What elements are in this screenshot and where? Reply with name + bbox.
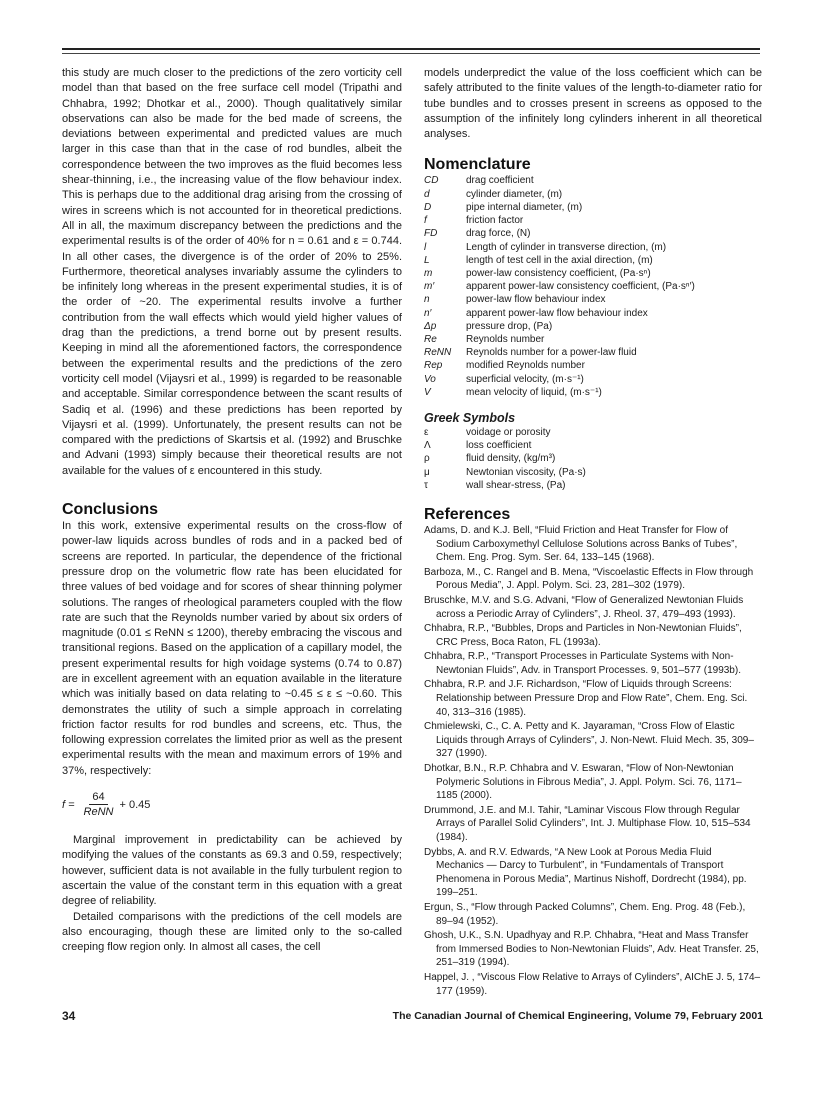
symbol-definition: power-law consistency coefficient, (Pa·sⁿ)	[466, 267, 651, 279]
symbol-definition: wall shear-stress, (Pa)	[466, 479, 566, 491]
symbol-definition: modified Reynolds number	[466, 360, 585, 372]
journal-footer: The Canadian Journal of Chemical Engineering, Volume 79, February 2001	[392, 1010, 763, 1022]
reference-entry: Barboza, M., C. Rangel and B. Mena, “Viscoelastic Effects in Flow through Porous Media”, J. Appl. Polym. Sci. 23, 281–302 (1979).	[424, 566, 754, 592]
symbol-definition: apparent power-law consistency coefficient, (Pa·sⁿ′)	[466, 281, 695, 293]
symbol: ρ	[424, 453, 430, 465]
greek-symbol-row	[424, 466, 762, 479]
symbol: n	[424, 294, 430, 306]
top-rule	[62, 48, 760, 50]
symbol: f	[424, 215, 427, 227]
nomenclature-row	[424, 267, 762, 280]
reference-entry: Bruschke, M.V. and S.G. Advani, “Flow of Generalized Newtonian Fluids across a Periodic Array of Cylinders”, J. Rheol. 37, 479–493 (1993).	[424, 594, 744, 620]
symbol: D	[424, 201, 432, 213]
nomenclature-row	[424, 373, 762, 386]
page-number: 34	[62, 1009, 76, 1023]
left-column	[62, 66, 402, 955]
equation-rhs: + 0.45	[119, 799, 151, 812]
symbol: l	[424, 241, 427, 253]
reference-entry: Chhabra, R.P., “Transport Processes in Particulate Systems with Non-Newtonian Fluids”, Adv. in Transport Processes. 9, 501–577 (1993b).	[424, 651, 741, 676]
reference-entry: Adams, D. and K.J. Bell, “Fluid Friction and Heat Transfer for Flow of Sodium Carboxymethyl Cellulose Solutions across Banks of Tubes”, Chem. Eng. Prog. Sym. Ser. 64, 133–145 (1968).	[424, 524, 738, 564]
nomenclature-row	[424, 307, 762, 320]
reference-entry: Happel, J. , “Viscous Flow Relative to Arrays of Cylinders”, AIChE J. 5, 174–177 (1959).	[424, 971, 761, 997]
symbol-definition: voidage or porosity	[466, 426, 551, 438]
greek-symbol-row	[424, 439, 762, 452]
nomenclature-row	[424, 293, 762, 306]
symbol-definition: pressure drop, (Pa)	[466, 320, 553, 332]
symbol: L	[424, 254, 430, 266]
symbol: Λ	[424, 440, 431, 452]
symbol: n′	[424, 307, 432, 319]
greek-symbols-heading: Greek Symbols	[424, 410, 516, 425]
discussion-paragraph: this study are much closer to the predictions of the zero vorticity cell model than that based on the free surface cell model (Tripathi and Chhabra, 1992; Dhotkar et al., 2000). Though qualitatively similar observations can also be made for the bed made of screens, the deviations between experimental and predicted values are much larger in this case than that in the case of rod bundles, albeit the correspondence between the two improves as the fluid becomes less shear-thinning, i.e., the increasing value of the flow behaviour index. This is perhaps due to the additional drag arising from the crossing of wires in screens which is not accounted for in theoretical predictions. All in all, the maximum discrepancy between the predictions and the experimental results is of the order of 40% for n = 0.61 and ε = 0.744. In all other cases, the divergence is of the order of 20% to 25%. Furthermore, theoretical analyses invariably assume the cylinders to be infinitely long whereas in the present experimental studies, it is of the order of ~20. The experimental results involve a further contribution from the wall effects which would yield higher values of drag than the predictions, a trend borne out by present results. Keeping in mind all the aforementioned factors, the correspondence between the experimental results and the predictions of the zero vorticity cell model (Vijaysri et al., 1999) is regarded to be reasonable and acceptable. Similar correspondence between the scant results of Sadiq et al. (1996) and these predictions has been reported by Vijaysri et al. (1999). Unfortunately, the present results can not be compared with the predictions of Skartsis et al. (1992) and Bruschke and Advani (1993) simply because their theoretical results are not available for the values of ε encountered in this study.	[62, 67, 402, 477]
equation-numerator: 64	[89, 791, 107, 805]
reference-entry: Chhabra, R.P., “Bubbles, Drops and Particles in Non-Newtonian Fluids”, CRC Press, Boca Raton, FL (1993a).	[424, 623, 742, 648]
equation-fraction	[81, 791, 117, 819]
symbol-definition: drag force, (N)	[466, 228, 531, 240]
top-rule-thin	[62, 53, 760, 54]
conclusions-paragraph: In this work, extensive experimental results on the cross-flow of power-law liquids across bundles of rods and in a packed bed of screens are reported. In particular, the dependence of the frictional pressure drop on the volumetric flow rate has been elucidated for three values of bed voidage and for scores of shear thinning polymer solutions. The ranges of rheological parameters coupled with the flow rate are such that the Reynolds number varied by about six orders of magnitude (0.01 ≤ ReNN ≤ 1200), thereby embracing the viscous and transitional regions. Based on the application of a capillary model, the present experimental results for high voidage systems (0.74 to 0.87) are in excellent agreement with an equation available in the literature which was initially based on data relating to ~0.45 ≤ ε ≤ ~0.60. This demonstrates the utility of such a simple approach in correlating friction factor results for rod bundles and screens, etc. Thus, the following expression correlates the limited prior as well as the present experimental results with the mean and maximum errors of 19% and 37%, respectively:	[62, 520, 402, 777]
symbol-definition: Length of cylinder in transverse direction, (m)	[466, 241, 667, 253]
symbol: CD	[424, 175, 439, 187]
symbol-definition: Reynolds number	[466, 333, 545, 345]
symbol-definition: cylinder diameter, (m)	[466, 188, 563, 200]
symbol: Rep	[424, 360, 443, 372]
symbol: Δp	[424, 320, 437, 332]
greek-symbol-row	[424, 452, 762, 465]
symbol-definition: mean velocity of liquid, (m·s⁻¹)	[466, 386, 602, 398]
symbol: Re	[424, 333, 437, 345]
symbol: μ	[424, 466, 430, 478]
reference-entry: Ghosh, U.K., S.N. Upadhyay and R.P. Chhabra, “Heat and Mass Transfer from Immersed Bodies to Non-Newtonian Fluids”, Adv. Heat Transfer. 25, 251–319 (1994).	[424, 930, 759, 969]
symbol-definition: drag coefficient	[466, 175, 534, 187]
nomenclature-row	[424, 188, 762, 201]
symbol: d	[424, 188, 430, 200]
nomenclature-row	[424, 201, 762, 214]
symbol-definition: superficial velocity, (m·s⁻¹)	[466, 373, 584, 385]
symbol-definition: power-law flow behaviour index	[466, 294, 606, 306]
symbol: FD	[424, 228, 438, 240]
symbol-definition: pipe internal diameter, (m)	[466, 201, 583, 213]
nomenclature-heading: Nomenclature	[424, 156, 531, 174]
symbol: τ	[424, 479, 428, 491]
nomenclature-row	[424, 241, 762, 254]
references-heading: References	[424, 505, 511, 523]
nomenclature-row	[424, 320, 762, 333]
cell-model-paragraph: Detailed comparisons with the predictions of the cell models are also encouraging, though these are limited only to the so-called creeping flow region only. In almost all cases, the cell	[62, 910, 402, 954]
right-continuation-paragraph: models underpredict the value of the loss coefficient which can be safely attributed to the finite values of the length-to-diameter ratio for tube bundles and to crosses present in screens as opposed to the assumption of the infinitely long cylinders inherent in all theoretical analyses.	[424, 67, 762, 141]
symbol: Vo	[424, 373, 436, 385]
conclusions-heading: Conclusions	[62, 501, 159, 519]
friction-equation	[62, 791, 402, 819]
right-column	[424, 66, 762, 999]
reference-entry: Dybbs, A. and R.V. Edwards, “A New Look at Porous Media Fluid Mechanics — Darcy to Turbulent”, in “Fundamentals of Transport Phenomena in Porous Media”, Martinus Nishoff, Dordrecht (1984), pp. 199–251.	[424, 846, 747, 899]
nomenclature-row	[424, 280, 762, 293]
nomenclature-row	[424, 227, 762, 240]
nomenclature-list	[424, 174, 762, 398]
nomenclature-row	[424, 346, 762, 359]
nomenclature-row	[424, 333, 762, 346]
symbol-definition: Newtonian viscosity, (Pa·s)	[466, 466, 586, 478]
nomenclature-row	[424, 174, 762, 187]
symbol-definition: length of test cell in the axial direction, (m)	[466, 254, 653, 266]
nomenclature-row	[424, 359, 762, 372]
symbol: ReNN	[424, 347, 452, 359]
nomenclature-row	[424, 386, 762, 399]
symbol-definition: Reynolds number for a power-law fluid	[466, 347, 637, 359]
symbol-definition: apparent power-law flow behaviour index	[466, 307, 648, 319]
reference-entry: Chmielewski, C., C. A. Petty and K. Jayaraman, “Cross Flow of Elastic Liquids through Arrays of Cylinders”, J. Non-Newt. Fluid Mech. 35, 309–327 (1990).	[424, 721, 754, 760]
nomenclature-row	[424, 254, 762, 267]
reference-entry: Drummond, J.E. and M.I. Tahir, “Laminar Viscous Flow through Regular Arrays of Parallel Solid Cylinders”, Int. J. Multiphase Flow. 10, 515–534 (1984).	[424, 804, 751, 844]
symbol-definition: fluid density, (kg/m³)	[466, 453, 556, 465]
greek-symbols-list	[424, 426, 762, 492]
symbol-definition: friction factor	[466, 215, 524, 227]
reference-entry: Ergun, S., “Flow through Packed Columns”, Chem. Eng. Prog. 48 (Feb.), 89–94 (1952).	[424, 901, 746, 927]
equation-denominator: ReNN	[83, 806, 114, 819]
references-list	[424, 524, 762, 998]
symbol: ε	[424, 426, 429, 438]
greek-symbol-row	[424, 426, 762, 439]
predictability-paragraph: Marginal improvement in predictability can be achieved by modifying the values of the constants as 69.3 and 0.59, respectively; however, sufficient data is not available in the fully turbulent region to ascertain the value of the constant term in this equation with a great degree of reliability.	[62, 834, 402, 908]
symbol: V	[424, 386, 431, 398]
symbol: m	[424, 267, 433, 279]
greek-symbol-row	[424, 479, 762, 492]
symbol: m′	[424, 281, 435, 293]
equation-lhs: f =	[62, 799, 75, 812]
reference-entry: Chhabra, R.P. and J.F. Richardson, “Flow of Liquids through Screens: Relationship between Pressure Drop and Flow Rate”, Chem. Eng. Sci. 40, 313–316 (1985).	[424, 679, 748, 718]
reference-entry: Dhotkar, B.N., R.P. Chhabra and V. Eswaran, “Flow of Non-Newtonian Polymeric Solutions in Fibrous Media”, J. Appl. Polym. Sci. 76, 1171–1185 (2000).	[424, 763, 742, 802]
symbol-definition: loss coefficient	[466, 440, 532, 452]
nomenclature-row	[424, 214, 762, 227]
